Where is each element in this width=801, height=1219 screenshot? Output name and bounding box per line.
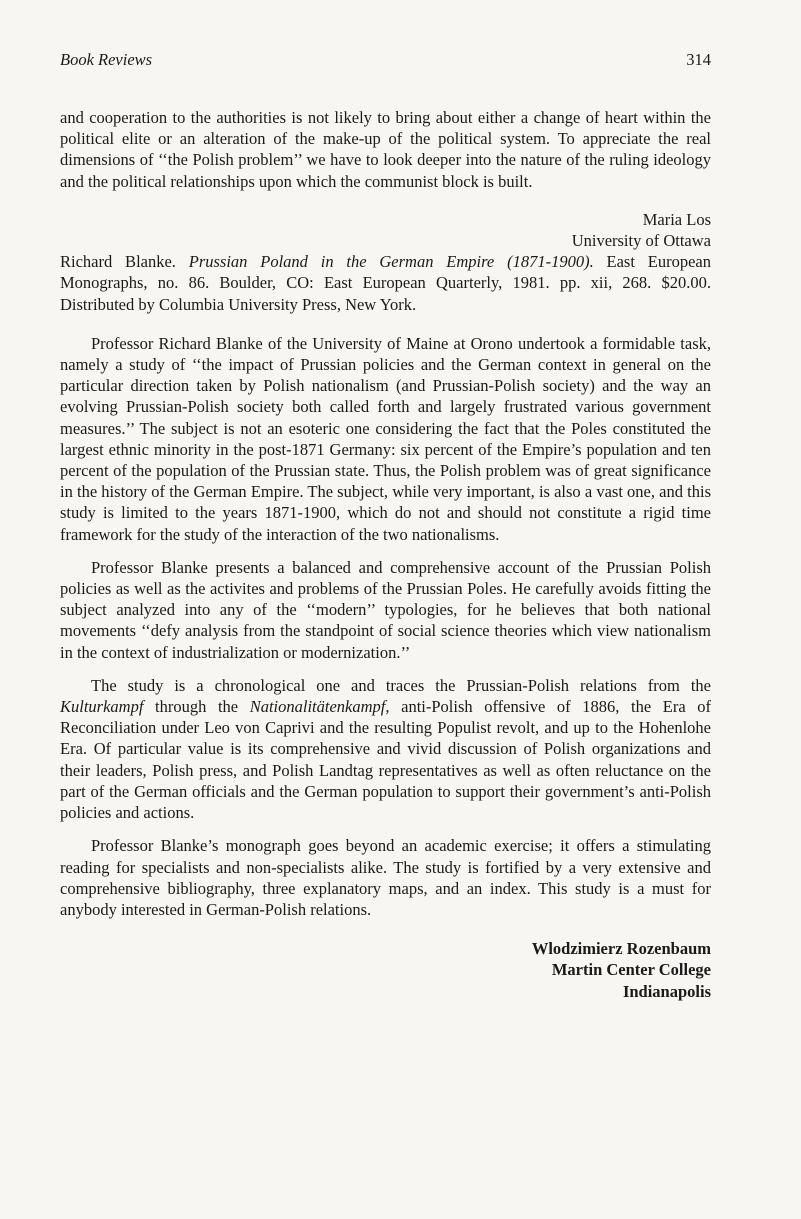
paragraph-3-text-b: through the <box>143 697 250 717</box>
book-title: Prussian Poland in the German Empire (1871-1900). <box>188 252 594 272</box>
running-header <box>60 50 711 74</box>
reviewer-signature <box>60 938 711 1002</box>
previous-review-signature <box>60 209 711 251</box>
review-paragraph-3 <box>60 675 711 823</box>
section-title: Book Reviews <box>60 50 153 69</box>
previous-review-closing-paragraph: and cooperation to the authorities is not likely to bring about either a change of heart within the political elite or an alteration of the make-up of the political system. To appreciate the real dimensions of ‘‘the Polish problem’’ we have to look deeper into the nature of the ruling ideology and the political relationships upon which the communist block is built. <box>60 108 711 191</box>
paragraph-3-text-a: The study is a chronological one and traces the Prussian-Polish relations from the <box>91 675 711 695</box>
previous-reviewer-name: Maria Los <box>642 209 711 229</box>
book-publication-details: East European Monographs, no. 86. Boulder, CO: East European Quarterly, 1981. pp. xii, 268. $20.00. Distributed by Columbia University Press, New York. <box>60 252 711 314</box>
page-content <box>60 107 711 1002</box>
term-nationalitatenkampf: Nationalitätenkampf, <box>249 697 390 717</box>
book-citation <box>60 251 711 315</box>
previous-reviewer-affiliation: University of Ottawa <box>571 231 711 251</box>
review-paragraph-1: Professor Richard Blanke of the University of Maine at Orono undertook a formidable task, namely a study of ‘‘the impact of Prussian policies and the German context in general on the particular direction taken by Polish nationalism (and Prussian-Polish society) and the way an evolving Prussian-Polish society both called forth and largely frustrated various government measures.’’ The subject is not an esoteric one considering the fact that the Poles constituted the largest ethnic minority in the post-1871 Germany: six percent of the Empire’s population and ten percent of the population of the Prussian state. Thus, the Polish problem was of great significance in the history of the German Empire. The subject, while very important, is also a vast one, and this study is limited to the years 1871-1900, which do not and should not constitute a rigid time framework for the study of the interaction of the two nationalisms. <box>60 333 711 544</box>
review-paragraph-2: Professor Blanke presents a balanced and comprehensive account of the Prussian Polish policies as well as the activites and problems of the Prussian Poles. He carefully avoids fitting the subject analyzed into any of the ‘‘modern’’ typologies, for he believes that both national movements ‘‘defy analysis from the standpoint of social science theories which view nationalism in the context of industrialization or modernization.’’ <box>60 557 711 662</box>
paragraph-3-text-c: anti-Polish offensive of 1886, the Era of Reconciliation under Leo von Caprivi and the resulting Populist revolt, and up to the Hohenlohe Era. Of particular value is its comprehensive and vivid discussion of Polish organizations and their leaders, Polish press, and Polish Landtag representatives as well as often reluctance on the part of the German officials and the German population to support their government’s anti-Polish policies and actions. <box>60 697 711 823</box>
reviewer-name: Wlodzimierz Rozenbaum <box>531 939 711 959</box>
page-number: 314 <box>686 50 711 69</box>
term-kulturkampf: Kulturkampf <box>60 697 144 717</box>
reviewer-institution: Martin Center College <box>551 960 711 980</box>
book-author: Richard Blanke. <box>60 252 176 272</box>
reviewer-location: Indianapolis <box>622 981 711 1001</box>
review-paragraph-4: Professor Blanke’s monograph goes beyond an academic exercise; it offers a stimulating reading for specialists and non-specialists alike. The study is fortified by a very extensive and comprehensive bibliography, three explanatory maps, and an index. This study is a must for anybody interested in German-Polish relations. <box>60 836 711 919</box>
